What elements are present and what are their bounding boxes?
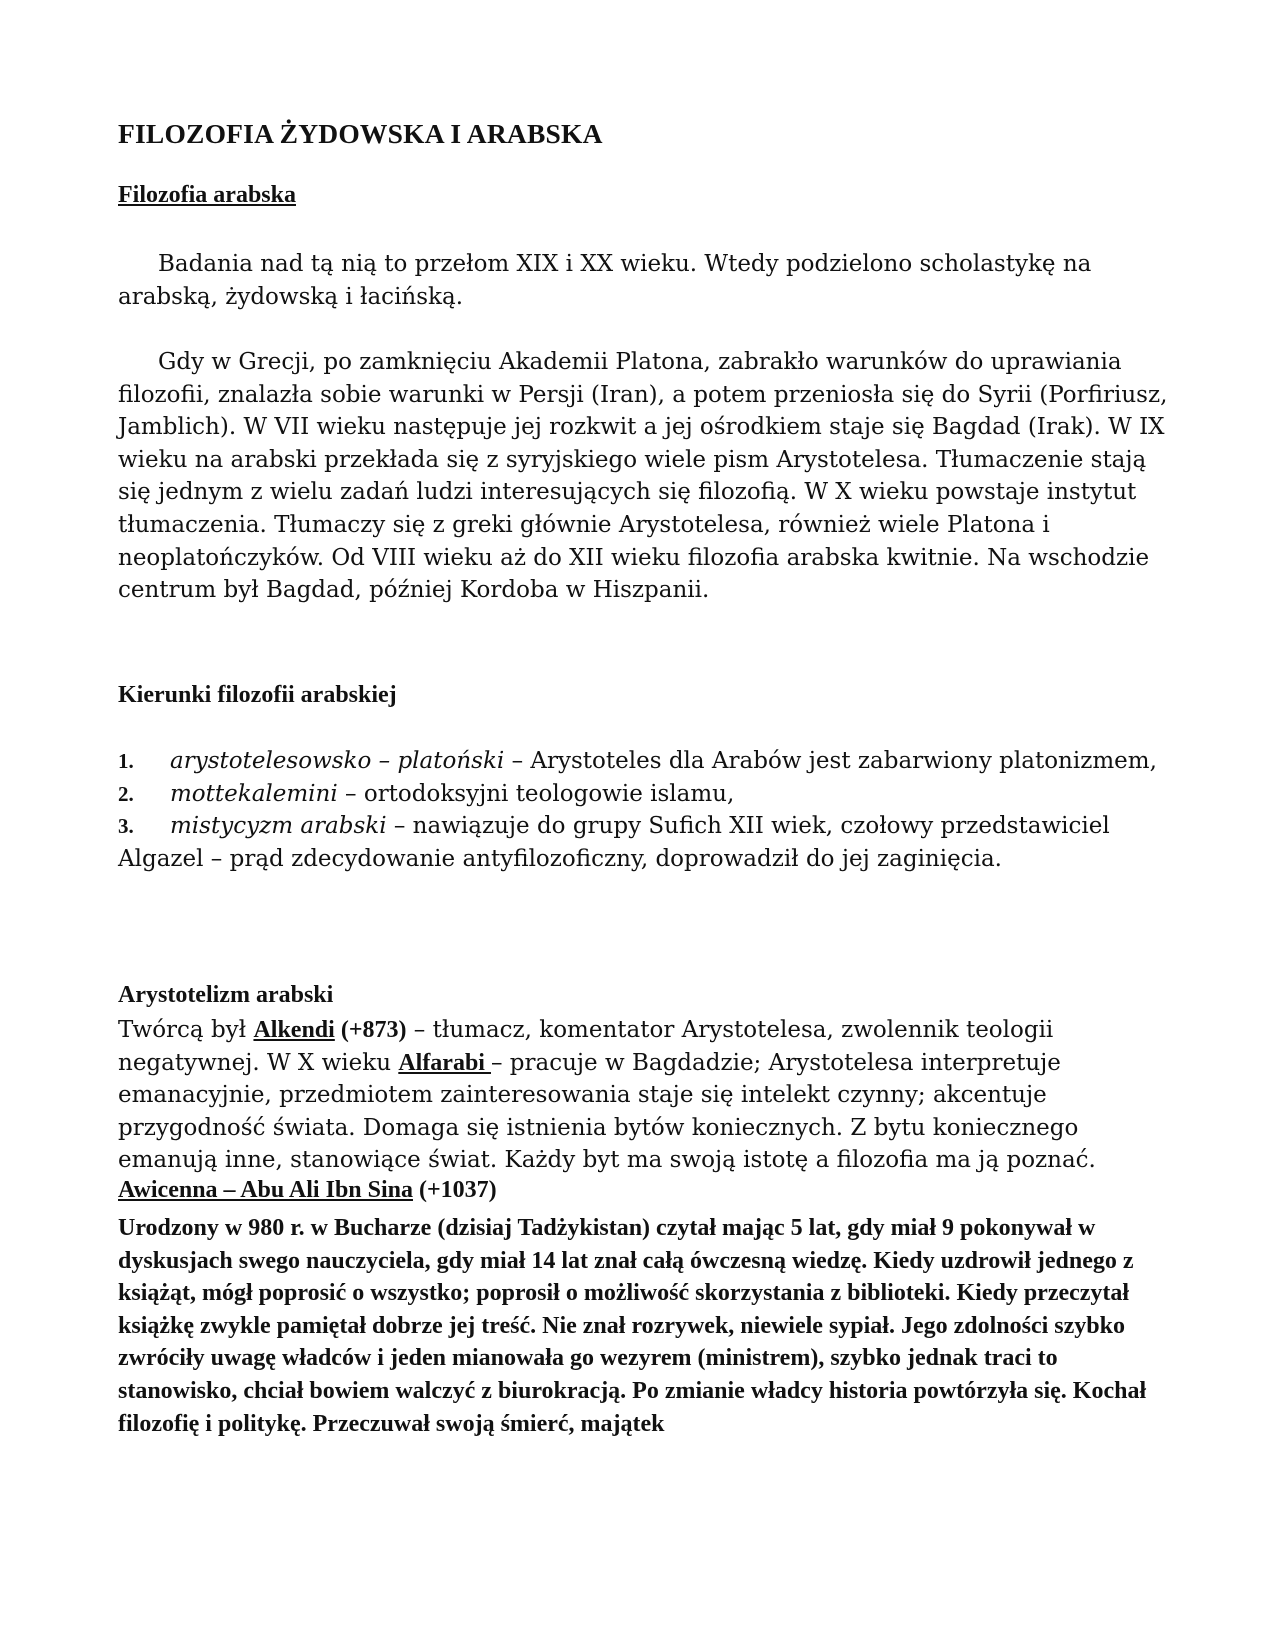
avicenna-date: (+1037) (413, 1177, 497, 1203)
list-item-text: – Arystoteles dla Arabów jest zabarwiony platonizmem, (504, 748, 1157, 774)
list-item-text: – ortodoksyjni teologowie islamu, (337, 780, 735, 807)
list-item-term: mistycyzm arabski (170, 813, 387, 840)
paragraph-history-text: Gdy w Grecji, po zamknięciu Akademii Platona, zabrakło warunków do uprawiania filozofii, znalazła sobie warunki w Persji (Iran), a potem przeniosła się do Syrii (Porfiriusz, Jamblich). W VII wieku następuje jej rozkwit a jej ośrodkiem staje się Bagdad (Irak). W IX wieku na arabski przekłada się z syryjskiego wiele pism Arystotelesa. Tłumaczenie stają się jednym z wielu zadań ludzi interesujących się filozofią. W X wieku powstaje instytut tłumaczenia. Tłumaczy się z greki głównie Arystotelesa, również wiele Platona i neoplatończyków. Od VIII wieku aż do XII wieku filozofia arabska kwitnie. Na wschodzie centrum był Bagdad, później Kordoba w Hiszpanii. (118, 349, 1168, 604)
paragraph-history (118, 346, 1168, 607)
list-item-term: arystotelesowsko – platoński (170, 748, 505, 774)
name-alkendi: Alkendi (253, 1017, 335, 1043)
paragraph-avicenna: Urodzony w 980 r. w Bucharze (dzisiaj Tadżykistan) czytał mając 5 lat, gdy miał 9 pokonywał w dyskusjach swego nauczyciela, gdy miał 14 lat znał całą ówczesną wiedzę. Kiedy uzdrowił jednego z książąt, mógł poprosić o wszystko; poprosił o możliwość skorzystania z biblioteki. Kiedy przeczytał książkę zwykle pamiętał dobrze jej treść. Nie znał rozrywek, niewiele sypiał. Jego zdolności szybko zwróciły uwagę władców i jeden mianowała go wezyrem (ministrem), szybko jednak traci to stanowisko, chciał bowiem walczyć z biurokracją. Po zmianie władcy historia powtórzyła się. Kochał filozofię i politykę. Przeczuwał swoją śmierć, majątek (118, 1215, 1147, 1437)
list-item-term: mottekalemini (170, 780, 338, 807)
list-item: 2. mottekalemini – ortodoksyjni teologowie islamu, (118, 780, 735, 807)
list-item-text: – nawiązuje do grupy Sufich XII wiek, czołowy przedstawiciel Algazel – prąd zdecydowanie antyfilozoficzny, doprowadził do jej zaginięcia. (118, 813, 1110, 872)
list-item: 3. mistycyzm arabski – nawiązuje do grupy Sufich XII wiek, czołowy przedstawiciel Algazel – prąd zdecydowanie antyfilozoficzny, doprowadził do jej zaginięcia. (118, 813, 1110, 872)
directions-list (118, 745, 1168, 875)
list-item: 1. arystotelesowsko – platoński – Arystoteles dla Arabów jest zabarwiony platonizmem, (118, 748, 1157, 774)
paragraph-aristotelianism: Twórcą był Alkendi (+873) – tłumacz, komentator Arystotelesa, zwolennik teologii negatywnej. W X wieku Alfarabi – pracuje w Bagdadzie; Arystotelesa interpretuje emanacyjnie, przedmiotem zainteresowania staje się intelekt czynny; akcentuje przygodność świata. Domaga się istnienia bytów koniecznych. Z bytu koniecznego emanują inne, stanowiące świat. Każdy byt ma swoją istotę a filozofia ma ją poznać. (118, 1017, 1096, 1174)
name-alfarabi: Alfarabi (398, 1049, 491, 1076)
avicenna-name: Awicenna – Abu Ali Ibn Sina (118, 1177, 413, 1203)
document-title: FILOZOFIA ŻYDOWSKA I ARABSKA (118, 118, 603, 149)
section-heading-aristotelianism: Arystotelizm arabski (118, 982, 334, 1008)
paragraph-intro-text: Badania nad tą nią to przełom XIX i XX wieku. Wtedy podzielono scholastykę na arabską, żydowską i łacińską. (118, 251, 1092, 310)
section-heading-arabic-philosophy: Filozofia arabska (118, 182, 296, 208)
date-alkendi: (+873) (334, 1017, 407, 1043)
section-heading-avicenna (118, 1177, 1168, 1204)
paragraph-intro (118, 248, 1168, 313)
section-heading-directions: Kierunki filozofii arabskiej (118, 682, 397, 708)
